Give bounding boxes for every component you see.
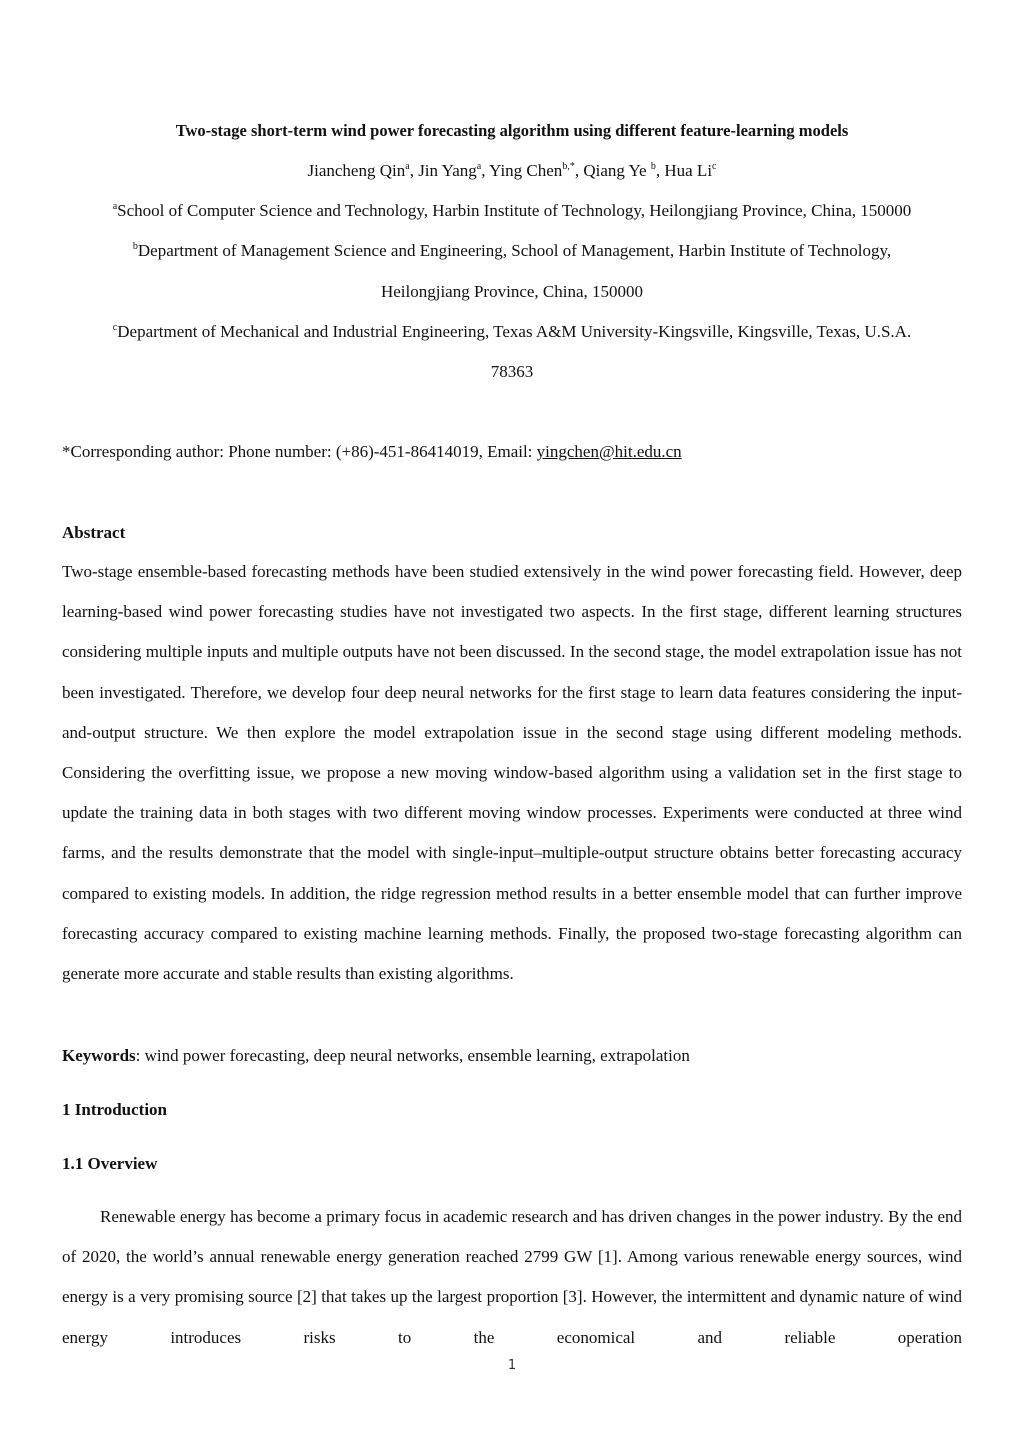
author-sup: c [712, 161, 717, 172]
affiliation-text: Department of Mechanical and Industrial Engineering, Texas A&M University-Kingsville, Kingsville, Texas, U.S.A. [117, 322, 912, 341]
overview-paragraph: Renewable energy has become a primary focus in academic research and has driven changes in the power industry. By the end of 2020, the world’s annual renewable energy generation reached 2799 GW [1]. Among various renewable energy sources, wind energy is a very promising source [2] that takes up the largest proportion [3]. However, the intermittent and dynamic nature of wind energy introduces risks to the economical and reliable operation [62, 1207, 962, 1347]
author-list: Jiancheng Qin$^a$, Jin Yang$^a$, Ying Chen$^{b,*}$, Qiang Ye $^b$, Hua Li$^c$ [307, 161, 717, 180]
keywords-text: : wind power forecasting, deep neural networks, ensemble learning, extrapolation [135, 1046, 690, 1065]
author-name: Qiang Ye [583, 161, 651, 180]
author-sup: b,* [562, 161, 575, 172]
page-number: 1 [507, 1358, 517, 1373]
affiliation-c-line1 [0, 321, 1024, 343]
affiliation-text: Department of Management Science and Engineering, School of Management, Harbin Institute of Technology, [137, 241, 892, 260]
corresponding-text: *Corresponding author: Phone number: (+86)-451-86414019, Email: [62, 442, 537, 461]
affiliation-c-line2: 78363 [490, 362, 534, 381]
keywords [62, 1045, 690, 1067]
author-sup: a [405, 161, 410, 172]
affiliation-b-line2: Heilongjiang Province, China, 150000 [380, 282, 644, 301]
affiliation-b-line1 [0, 240, 1024, 262]
author-sup: b [650, 161, 656, 172]
affiliation-sup: c [112, 322, 118, 333]
section-heading-introduction: 1 Introduction [62, 1100, 168, 1119]
subsection-heading-overview: 1.1 Overview [62, 1154, 158, 1173]
corresponding-author [62, 441, 682, 463]
affiliation-sup: b [132, 241, 138, 252]
paper-title: Two-stage short-term wind power forecasting algorithm using different feature-learning models [175, 121, 849, 140]
affiliation-text: School of Computer Science and Technology, Harbin Institute of Technology, Heilongjiang Province, China, 150000 [117, 201, 912, 220]
affiliation-sup: a [112, 201, 118, 212]
author-name: Ying Chen [489, 161, 563, 180]
author-name: Jin Yang [418, 161, 477, 180]
keywords-label: Keywords [62, 1046, 136, 1065]
abstract-body: Two-stage ensemble-based forecasting methods have been studied extensively in the wind power forecasting field. However, deep learning-based wind power forecasting studies have not investigated two aspects. In the first stage, different learning structures considering multiple inputs and multiple outputs have not been discussed. In the second stage, the model extrapolation issue has not been investigated. Therefore, we develop four deep neural networks for the first stage to learn data features considering the input-and-output structure. We then explore the model extrapolation issue in the second stage using different modeling methods. Considering the overfitting issue, we propose a new moving window-based algorithm using a validation set in the first stage to update the training data in both stages with two different moving window processes. Experiments were conducted at three wind farms, and the results demonstrate that the model with single-input–multiple-output structure obtains better forecasting accuracy compared to existing models. In addition, the ridge regression method results in a better ensemble model that can further improve forecasting accuracy compared to existing machine learning methods. Finally, the proposed two-stage forecasting algorithm can generate more accurate and stable results than existing algorithms. [62, 562, 962, 984]
author-name: Jiancheng Qin [307, 161, 406, 180]
affiliation-a [0, 200, 1024, 222]
author-sup: a [476, 161, 482, 172]
email-link[interactable]: yingchen@hit.edu.cn [536, 442, 682, 461]
abstract-heading: Abstract [62, 523, 126, 542]
author-name: Hua Li [664, 161, 713, 180]
